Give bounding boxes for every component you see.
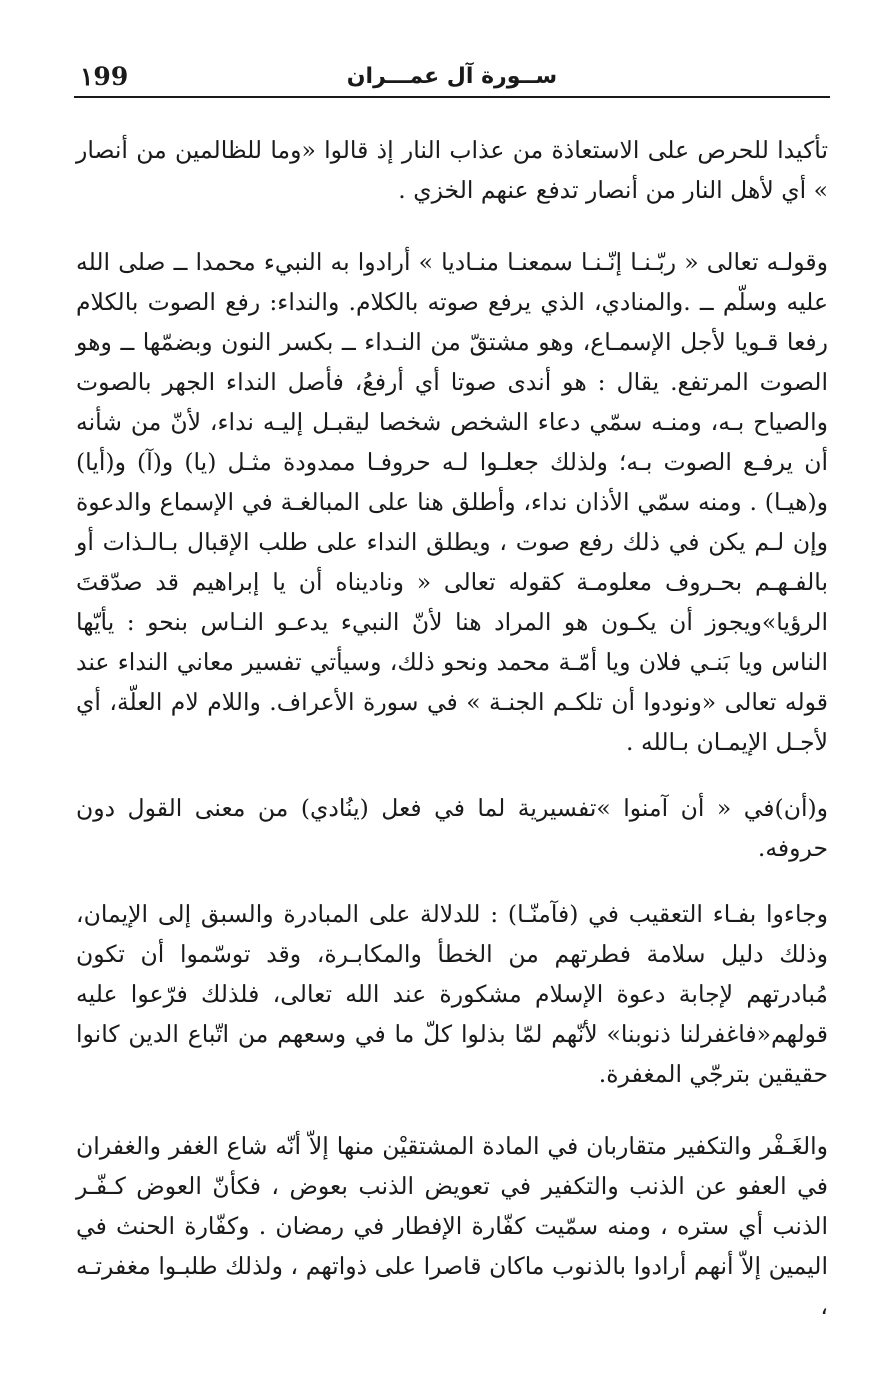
page-number: ١99 [80, 62, 129, 91]
body-text [76, 130, 828, 1326]
paragraph: وجاءوا بفـاء التعقيب في (فآمنّـا) : للدلالة على المبادرة والسبق إلى الإيمان، وذلك دليل سلامة فطرتهم من الخطأ والمكابـرة، وقد توسّموا أن تكون مُبادرتهم لإجابة دعوة الإسلام مشكورة عند الله تعالى، فلذلك فرّعوا عليه قولهم«فاغفرلنا ذنوبنا» لأنّهم لمّا بذلوا كلّ ما في وسعهم من اتّباع الدين كانوا حقيقين بترجّي المغفرة. [76, 900, 828, 1088]
paragraph: وقولـه تعالى « ربّـنـا إنّـنـا سمعنـا منـاديا » أرادوا به النبيء محمدا ــ صلى الله عليه وسلّم ــ .والمنادي، الذي يرفع صوته بالكلام. والنداء: رفع الصوت بالكلام رفعا قـويا لأجل الإسمـاع، وهو مشتقّ من النـداء ــ بكسر النون وبضمّها ــ وهو الصوت المرتفع. يقال : هو أندى صوتا أي أرفعُ، فأصل النداء الجهر بالصوت والصياح بـه، ومنـه سمّي دعاء الشخص شخصا ليقبـل إليـه نداء، لأنّ من شأنه أن يرفـع الصوت بـه؛ ولذلك جعلـوا لـه حروفـا ممدودة مثـل (يا) و(آ) و(أيا) و(هيـا) . ومنه سمّي الأذان نداء، وأطلق هنا على المبالغـة في الإسماع والدعوة وإن لـم يكن في ذلك رفع صوت ، ويطلق النداء على طلب الإقبال بـالـذات أو بالفـهـم بحـروف معلومـة كقوله تعالى « وناديناه أن يا إبراهيم قد صدّقتَ الرؤيا»ويجوز أن يكـون هو المراد هنا لأنّ النبيء يدعـو النـاس بنحو : يأيّها الناس ويا بَنـي فلان ويا أمّـة محمد ونحو ذلك، وسيأتي تفسير معاني النداء عند قوله تعالى «ونودوا أن تلكـم الجنـة » في سورة الأعراف. واللام لام العلّة، أي لأجـل الإيمـان بـالله . [76, 248, 828, 756]
header-rule [74, 96, 830, 98]
paragraph: و(أن)في « أن آمنوا »تفسيرية لما في فعل (ينُادي) من معنى القول دون حروفه. [76, 794, 828, 862]
paragraph: والغَـفْر والتكفير متقاربان في المادة المشتقيْن منها إلاّ أنّه شاع الغفر والغفران في العفو عن الذنب والتكفير في تعويض الذنب بعوض ، فكأنّ العوض كـفّـر الذنب أي ستره ، ومنه سمّيت كفّارة الإفطار في رمضان . وكفّارة الحنث في اليمين إلاّ أنهم أرادوا بالذنوب ماكان قاصرا على ذواتهم ، ولذلك طلبـوا مغفرتـه ، [76, 1132, 828, 1320]
running-title: ســورة آل عمـــران [346, 64, 558, 89]
paragraph: تأكيدا للحرص على الاستعاذة من عذاب النار إذ قالوا «وما للظالمين من أنصار » أي لأهل النار من أنصار تدفع عنهم الخزي . [76, 136, 828, 204]
page-header [74, 58, 830, 98]
